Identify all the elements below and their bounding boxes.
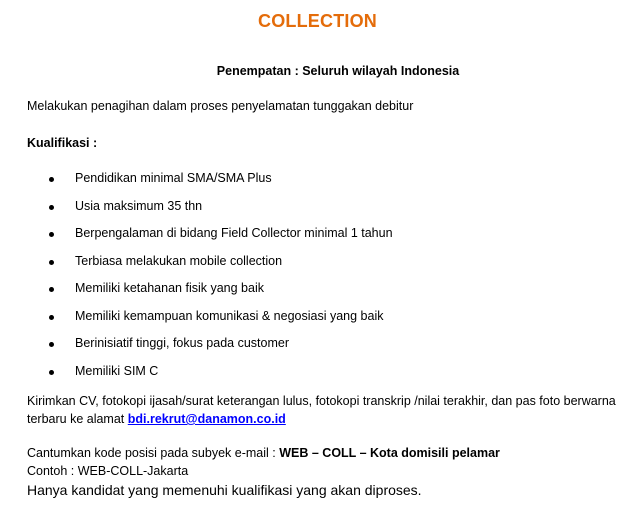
qualification-text: Memiliki ketahanan fisik yang baik: [75, 281, 264, 295]
bullet-icon: [49, 205, 54, 210]
bullet-icon: [49, 177, 54, 182]
bullet-icon: [49, 287, 54, 292]
position-code-example: Contoh : WEB-COLL-Jakarta: [27, 464, 189, 478]
list-item: [0, 308, 635, 336]
qualification-text: Pendidikan minimal SMA/SMA Plus: [75, 171, 272, 185]
job-title: COLLECTION: [258, 11, 377, 31]
list-item: [0, 225, 635, 253]
list-item: [0, 170, 635, 198]
bullet-icon: [49, 342, 54, 347]
qualification-text: Berpengalaman di bidang Field Collector minimal 1 tahun: [75, 226, 393, 240]
position-code-instructions: [27, 446, 500, 460]
qualifications-list: [0, 170, 635, 390]
qualification-text: Terbiasa melakukan mobile collection: [75, 253, 283, 268]
list-item: [0, 335, 635, 363]
list-item: [0, 363, 635, 391]
list-item: [0, 253, 635, 281]
application-instructions-text: Kirimkan CV, fotokopi ijasah/surat keterangan lulus, fotokopi transkrip /nilai terakhir, dan pas foto berwarna terbaru ke alamat: [27, 394, 616, 426]
qualification-text: Usia maksimum 35 thn: [75, 198, 203, 213]
job-description: Melakukan penagihan dalam proses penyelamatan tunggakan debitur: [27, 99, 414, 113]
email-link[interactable]: bdi.rekrut@danamon.co.id: [127, 412, 286, 426]
bullet-icon: [49, 315, 54, 320]
bullet-icon: [49, 370, 54, 375]
position-code-format: WEB – COLL – Kota domisili pelamar: [279, 446, 500, 460]
qualification-text: Memiliki kemampuan komunikasi & negosiasi yang baik: [75, 308, 384, 323]
bullet-icon: [49, 232, 54, 237]
qualification-text: Berinisiatif tinggi, fokus pada customer: [75, 336, 289, 350]
qualification-text: Memiliki SIM C: [75, 363, 159, 378]
qualifications-heading: Kualifikasi :: [27, 136, 98, 150]
position-code-prefix: Cantumkan kode posisi pada subyek e-mail :: [27, 446, 276, 460]
list-item: [0, 280, 635, 308]
bullet-icon: [49, 260, 54, 265]
list-item: [0, 198, 635, 226]
closing-note: Hanya kandidat yang memenuhi kualifikasi yang akan diproses.: [27, 482, 422, 498]
placement-line: Penempatan : Seluruh wilayah Indonesia: [216, 64, 460, 78]
application-instructions: [27, 392, 622, 428]
